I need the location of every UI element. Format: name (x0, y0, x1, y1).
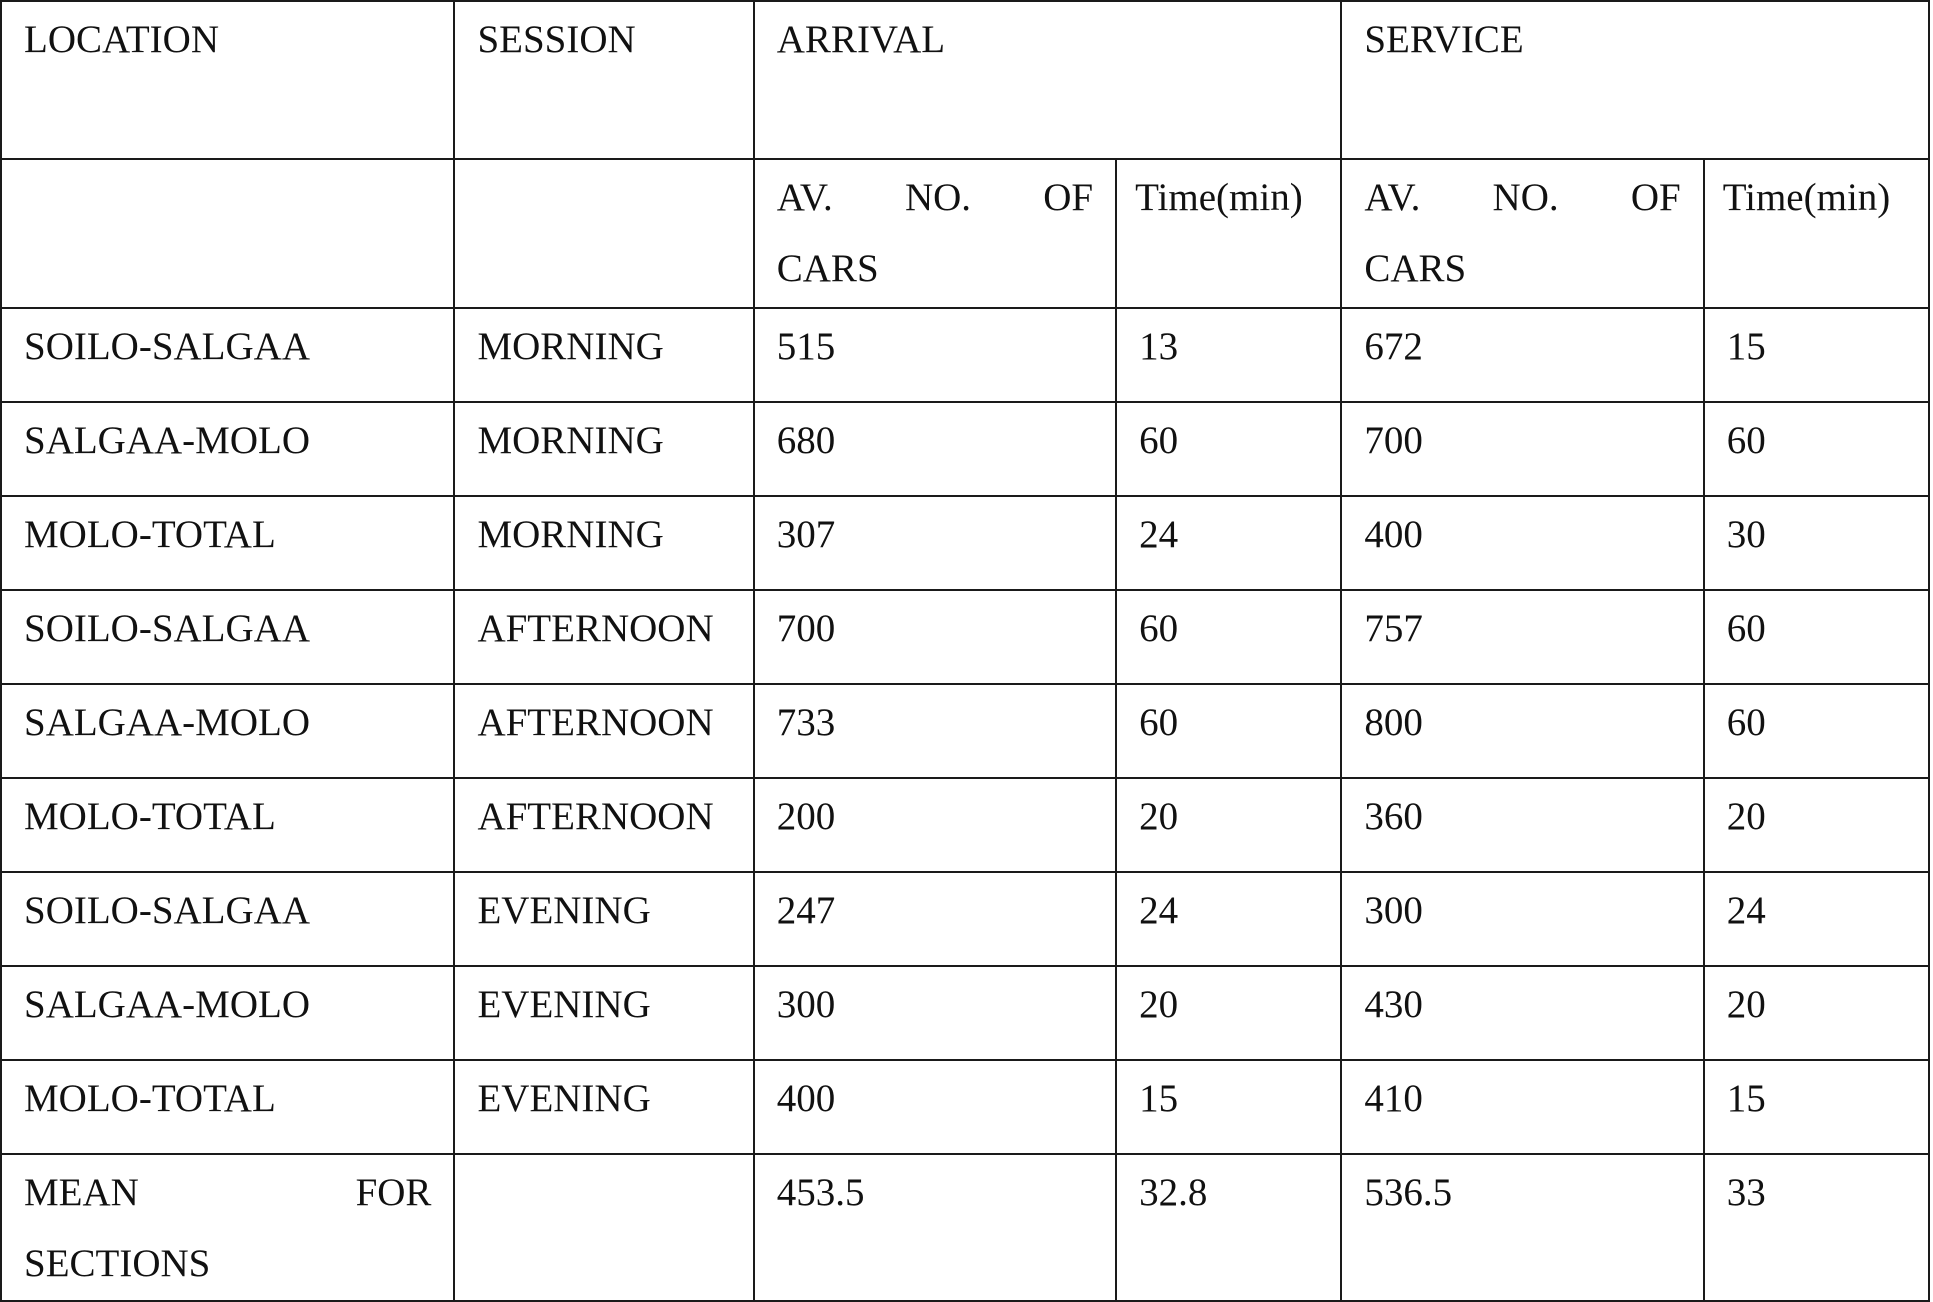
subheader-service-cars-line1: AV. NO. OF (1364, 176, 1681, 219)
cell-arrival-time: 15 (1116, 1060, 1341, 1154)
cell-location: SALGAA-MOLO (1, 966, 454, 1060)
header-session: SESSION (454, 1, 753, 159)
subheader-arrival-cars (754, 159, 1116, 308)
mean-label-line2: SECTIONS (24, 1242, 211, 1285)
cell-location: SALGAA-MOLO (1, 402, 454, 496)
mean-service-cars: 536.5 (1341, 1154, 1703, 1301)
cell-arrival-cars: 700 (754, 590, 1116, 684)
cell-service-time: 15 (1704, 308, 1929, 402)
header-row (1, 1, 1929, 159)
cell-location: MOLO-TOTAL (1, 778, 454, 872)
cell-session: MORNING (454, 496, 753, 590)
table-row (1, 872, 1929, 966)
subheader-service-cars (1341, 159, 1703, 308)
cell-service-cars: 400 (1341, 496, 1703, 590)
table-row (1, 402, 1929, 496)
subheader-arrival-cars-line1: AV. NO. OF (776, 176, 1094, 219)
cell-service-cars: 300 (1341, 872, 1703, 966)
cell-arrival-time: 60 (1116, 684, 1341, 778)
mean-label (1, 1154, 454, 1301)
mean-service-time: 33 (1704, 1154, 1929, 1301)
cell-arrival-cars: 307 (754, 496, 1116, 590)
table-row (1, 966, 1929, 1060)
mean-arrival-time: 32.8 (1116, 1154, 1341, 1301)
subheader-row (1, 159, 1929, 308)
subheader-arrival-cars-line2: CARS (776, 247, 879, 290)
cell-arrival-cars: 400 (754, 1060, 1116, 1154)
cell-service-cars: 757 (1341, 590, 1703, 684)
cell-location: SOILO-SALGAA (1, 872, 454, 966)
subheader-service-time: Time(min) (1704, 159, 1929, 308)
mean-label-line1: MEAN FOR (24, 1171, 432, 1214)
cell-service-time: 60 (1704, 684, 1929, 778)
cell-service-time: 30 (1704, 496, 1929, 590)
mean-row (1, 1154, 1929, 1301)
header-service: SERVICE (1341, 1, 1929, 159)
cell-session: EVENING (454, 966, 753, 1060)
cell-session: EVENING (454, 1060, 753, 1154)
cell-session: AFTERNOON (454, 778, 753, 872)
cell-service-time: 20 (1704, 778, 1929, 872)
subheader-arrival-time: Time(min) (1116, 159, 1341, 308)
cell-arrival-time: 20 (1116, 778, 1341, 872)
subheader-location-empty (1, 159, 454, 308)
subheader-service-cars-line2: CARS (1364, 247, 1467, 290)
cell-service-cars: 430 (1341, 966, 1703, 1060)
table-row (1, 778, 1929, 872)
table-row (1, 590, 1929, 684)
cell-service-time: 60 (1704, 590, 1929, 684)
cell-arrival-time: 24 (1116, 496, 1341, 590)
cell-arrival-cars: 680 (754, 402, 1116, 496)
cell-service-time: 20 (1704, 966, 1929, 1060)
subheader-session-empty (454, 159, 753, 308)
cell-location: SALGAA-MOLO (1, 684, 454, 778)
cell-arrival-cars: 247 (754, 872, 1116, 966)
cell-session: MORNING (454, 308, 753, 402)
cell-session: MORNING (454, 402, 753, 496)
cell-session: EVENING (454, 872, 753, 966)
table-row (1, 496, 1929, 590)
cell-service-time: 15 (1704, 1060, 1929, 1154)
table-row (1, 308, 1929, 402)
cell-location: SOILO-SALGAA (1, 590, 454, 684)
cell-arrival-time: 13 (1116, 308, 1341, 402)
cell-location: SOILO-SALGAA (1, 308, 454, 402)
cell-session: AFTERNOON (454, 684, 753, 778)
cell-service-cars: 700 (1341, 402, 1703, 496)
cell-arrival-time: 20 (1116, 966, 1341, 1060)
header-location: LOCATION (1, 1, 454, 159)
mean-session (454, 1154, 753, 1301)
cell-location: MOLO-TOTAL (1, 1060, 454, 1154)
cell-arrival-time: 60 (1116, 590, 1341, 684)
table-row (1, 684, 1929, 778)
cell-service-time: 24 (1704, 872, 1929, 966)
cell-service-cars: 672 (1341, 308, 1703, 402)
cell-arrival-time: 24 (1116, 872, 1341, 966)
cell-arrival-cars: 733 (754, 684, 1116, 778)
cell-service-cars: 410 (1341, 1060, 1703, 1154)
cell-arrival-time: 60 (1116, 402, 1341, 496)
cell-location: MOLO-TOTAL (1, 496, 454, 590)
cell-arrival-cars: 300 (754, 966, 1116, 1060)
cell-session: AFTERNOON (454, 590, 753, 684)
mean-arrival-cars: 453.5 (754, 1154, 1116, 1301)
cell-service-time: 60 (1704, 402, 1929, 496)
cell-arrival-cars: 515 (754, 308, 1116, 402)
header-arrival: ARRIVAL (754, 1, 1342, 159)
cell-service-cars: 360 (1341, 778, 1703, 872)
cell-service-cars: 800 (1341, 684, 1703, 778)
table-row (1, 1060, 1929, 1154)
cell-arrival-cars: 200 (754, 778, 1116, 872)
